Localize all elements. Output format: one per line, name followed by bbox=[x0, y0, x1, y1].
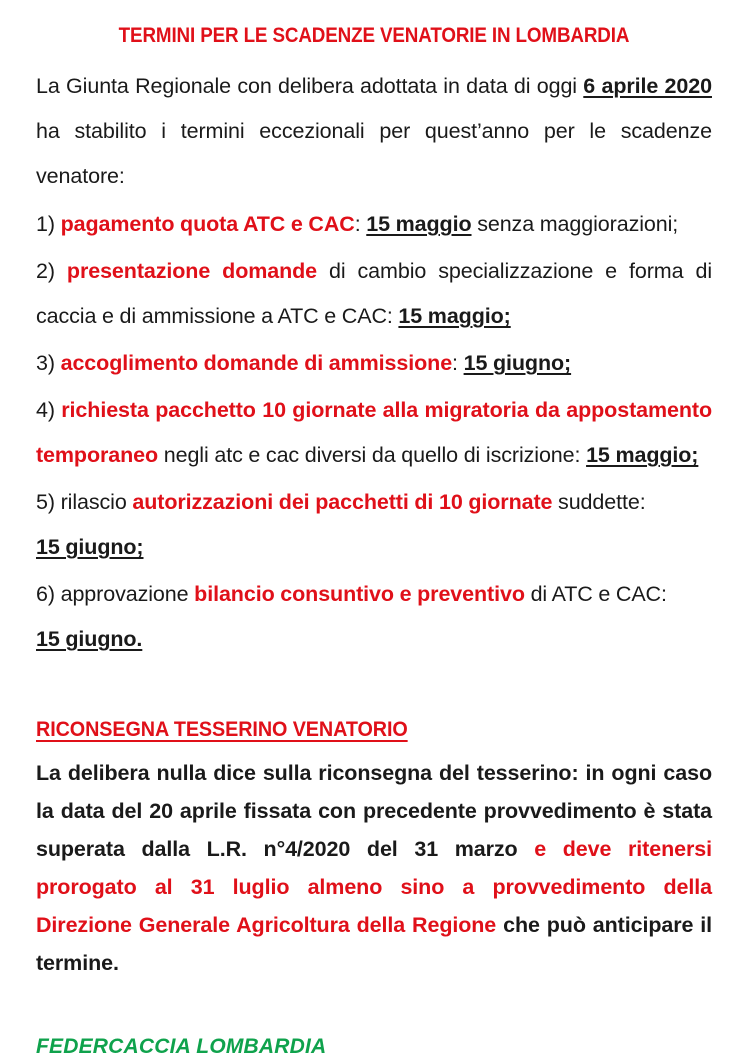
item-2-body: di cambio specializzazione e forma di caccia e di ammissione a ATC e CAC: bbox=[36, 259, 712, 328]
item-2-deadline: 15 maggio; bbox=[398, 304, 511, 328]
intro-date: 6 aprile 2020 bbox=[583, 74, 712, 98]
item-6-number: 6) bbox=[36, 582, 55, 606]
item-6-body: di ATC e CAC: bbox=[524, 582, 667, 606]
list-item-6 bbox=[36, 572, 712, 662]
document-title: TERMINI PER LE SCADENZE VENATORIE IN LOMBARDIA bbox=[118, 23, 630, 47]
item-1-highlight: pagamento quota ATC e CAC bbox=[54, 212, 355, 236]
footer-organization: FEDERCACCIA LOMBARDIA bbox=[36, 1035, 327, 1058]
intro-text-part2: ha stabilito i termini eccezionali per quest’anno per le scadenze venatore: bbox=[36, 119, 712, 188]
list-item-3 bbox=[36, 341, 712, 386]
item-2-highlight: presentazione domande bbox=[54, 259, 318, 283]
section2-paragraph bbox=[36, 754, 712, 982]
intro-paragraph bbox=[36, 64, 712, 199]
section-heading-wrapper bbox=[36, 662, 712, 744]
item-3-deadline: 15 giugno; bbox=[463, 351, 572, 375]
item-1-tail: senza maggiorazioni; bbox=[471, 212, 679, 236]
item-2-number: 2) bbox=[36, 259, 55, 283]
list-item-2 bbox=[36, 249, 712, 339]
item-1-deadline: 15 maggio bbox=[366, 212, 472, 236]
item-5-number: 5) bbox=[36, 490, 55, 514]
item-5-highlight: autorizzazioni dei pacchetti di 10 giornate bbox=[132, 490, 553, 514]
item-4-body: negli atc e cac diversi da quello di iscrizione: bbox=[158, 443, 587, 467]
intro-text-part1: La Giunta Regionale con delibera adottata in data di oggi bbox=[36, 74, 584, 98]
section2-black-text: La delibera nulla dice sulla riconsegna del tesserino: in ogni caso la data del 20 aprile fissata con precedente provvedimento è stata superata dalla L.R. n°4/2020 del 31 marzo bbox=[36, 761, 712, 861]
list-item-5 bbox=[36, 480, 712, 570]
item-6-pre: approvazione bbox=[54, 582, 195, 606]
section2-black-tail: che può anticipare il termine. bbox=[36, 913, 713, 975]
item-6-highlight: bilancio consuntivo e preventivo bbox=[194, 582, 525, 606]
list-item-4 bbox=[36, 388, 712, 478]
item-1-separator: : bbox=[354, 212, 367, 236]
list-item-1 bbox=[36, 202, 712, 247]
item-6-deadline: 15 giugno. bbox=[36, 627, 143, 651]
item-3-number: 3) bbox=[36, 351, 55, 375]
item-5-pre: rilascio bbox=[54, 490, 133, 514]
section2-red-text: e deve ritenersi prorogato al 31 luglio almeno sino a provvedimento della Direzione Generale Agricoltura della Regione bbox=[36, 837, 712, 937]
item-4-number: 4) bbox=[36, 398, 55, 422]
item-4-highlight: richiesta pacchetto 10 giornate alla migratoria da appostamento temporaneo bbox=[36, 398, 712, 467]
item-5-deadline: 15 giugno; bbox=[36, 535, 144, 559]
item-5-body: suddette: bbox=[552, 490, 646, 514]
item-3-separator: : bbox=[452, 351, 464, 375]
item-1-number: 1) bbox=[36, 212, 55, 236]
item-3-highlight: accoglimento domande di ammissione bbox=[54, 351, 453, 375]
section-heading-riconsegna: RICONSEGNA TESSERINO VENATORIO bbox=[36, 717, 408, 741]
item-4-deadline: 15 maggio; bbox=[586, 443, 699, 467]
